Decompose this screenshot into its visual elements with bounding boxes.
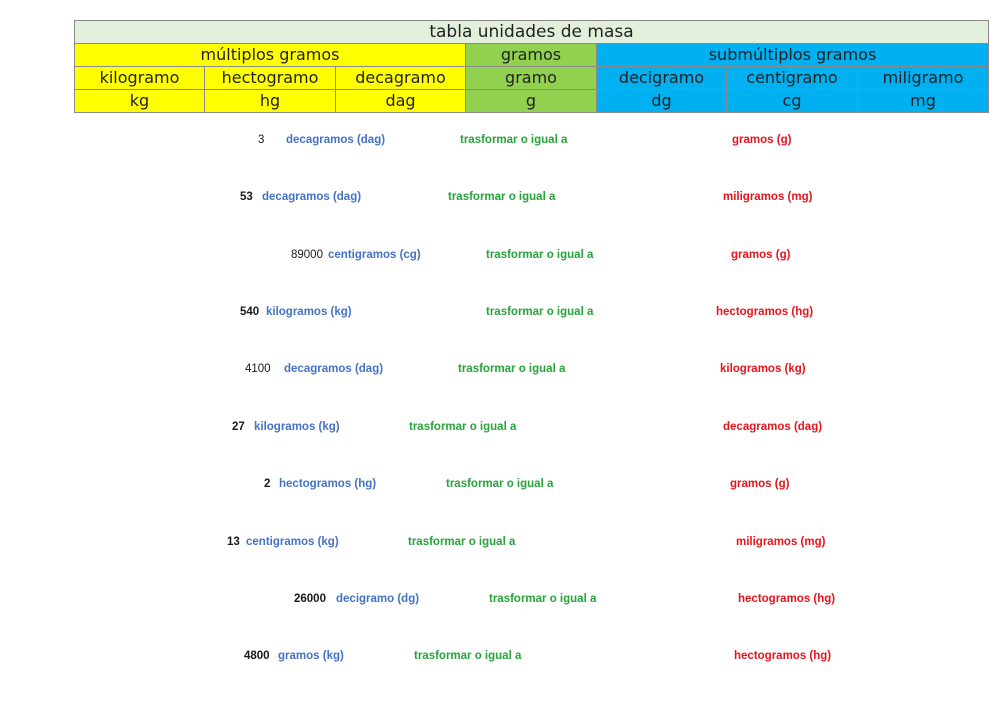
exercise-9-verb: trasformar o igual a <box>489 593 597 605</box>
exercise-6-number: 27 <box>232 421 245 433</box>
abbr-cg: cg <box>727 90 858 113</box>
mass-units-table <box>74 20 989 113</box>
group-submultiples: submúltiplos gramos <box>597 44 989 67</box>
exercise-1-target: gramos (g) <box>732 134 792 146</box>
exercise-5-target: kilogramos (kg) <box>720 363 806 375</box>
exercise-1-verb: trasformar o igual a <box>460 134 568 146</box>
group-multiples: múltiplos gramos <box>75 44 466 67</box>
exercise-8-target: miligramos (mg) <box>736 536 826 548</box>
exercise-1-unit: decagramos (dag) <box>286 134 386 146</box>
unit-centigramo: centigramo <box>727 67 858 90</box>
exercise-7-number: 2 <box>264 478 271 490</box>
exercise-10-target: hectogramos (hg) <box>734 650 832 662</box>
exercise-10-verb: trasformar o igual a <box>414 650 522 662</box>
exercise-7-verb: trasformar o igual a <box>446 478 554 490</box>
exercise-9-unit: decigramo (dg) <box>336 593 420 605</box>
abbr-dg: dg <box>597 90 727 113</box>
unit-hectogramo: hectogramo <box>205 67 336 90</box>
exercise-1-number: 3 <box>258 134 265 146</box>
exercise-8-verb: trasformar o igual a <box>408 536 516 548</box>
group-gramos: gramos <box>466 44 597 67</box>
exercise-7-target: gramos (g) <box>730 478 790 490</box>
exercise-3-verb: trasformar o igual a <box>486 249 594 261</box>
exercise-10-number: 4800 <box>244 650 270 662</box>
abbr-g: g <box>466 90 597 113</box>
exercise-8-number: 13 <box>227 536 240 548</box>
exercise-3-unit: centigramos (cg) <box>328 249 421 261</box>
exercise-2-unit: decagramos (dag) <box>262 191 362 203</box>
exercise-2-number: 53 <box>240 191 253 203</box>
exercise-5-unit: decagramos (dag) <box>284 363 384 375</box>
unit-decagramo: decagramo <box>336 67 466 90</box>
exercise-6-target: decagramos (dag) <box>723 421 823 433</box>
exercise-6-verb: trasformar o igual a <box>409 421 517 433</box>
exercise-4-target: hectogramos (hg) <box>716 306 814 318</box>
exercise-6-unit: kilogramos (kg) <box>254 421 340 433</box>
exercise-2-target: miligramos (mg) <box>723 191 813 203</box>
exercise-3-number: 89000 <box>291 249 323 261</box>
exercise-2-verb: trasformar o igual a <box>448 191 556 203</box>
exercise-3-target: gramos (g) <box>731 249 791 261</box>
unit-miligramo: miligramo <box>858 67 989 90</box>
abbr-hg: hg <box>205 90 336 113</box>
unit-gramo: gramo <box>466 67 597 90</box>
exercise-10-unit: gramos (kg) <box>278 650 344 662</box>
exercise-9-target: hectogramos (hg) <box>738 593 836 605</box>
exercise-4-number: 540 <box>240 306 260 318</box>
exercise-4-verb: trasformar o igual a <box>486 306 594 318</box>
exercise-9-number: 26000 <box>294 593 326 605</box>
unit-decigramo: decigramo <box>597 67 727 90</box>
exercise-5-verb: trasformar o igual a <box>458 363 566 375</box>
unit-kilogramo: kilogramo <box>75 67 205 90</box>
abbr-dag: dag <box>336 90 466 113</box>
exercise-5-number: 4100 <box>245 363 271 375</box>
exercise-7-unit: hectogramos (hg) <box>279 478 377 490</box>
exercise-8-unit: centigramos (kg) <box>246 536 339 548</box>
exercise-4-unit: kilogramos (kg) <box>266 306 352 318</box>
abbr-kg: kg <box>75 90 205 113</box>
table-title: tabla unidades de masa <box>75 21 989 44</box>
abbr-mg: mg <box>858 90 989 113</box>
